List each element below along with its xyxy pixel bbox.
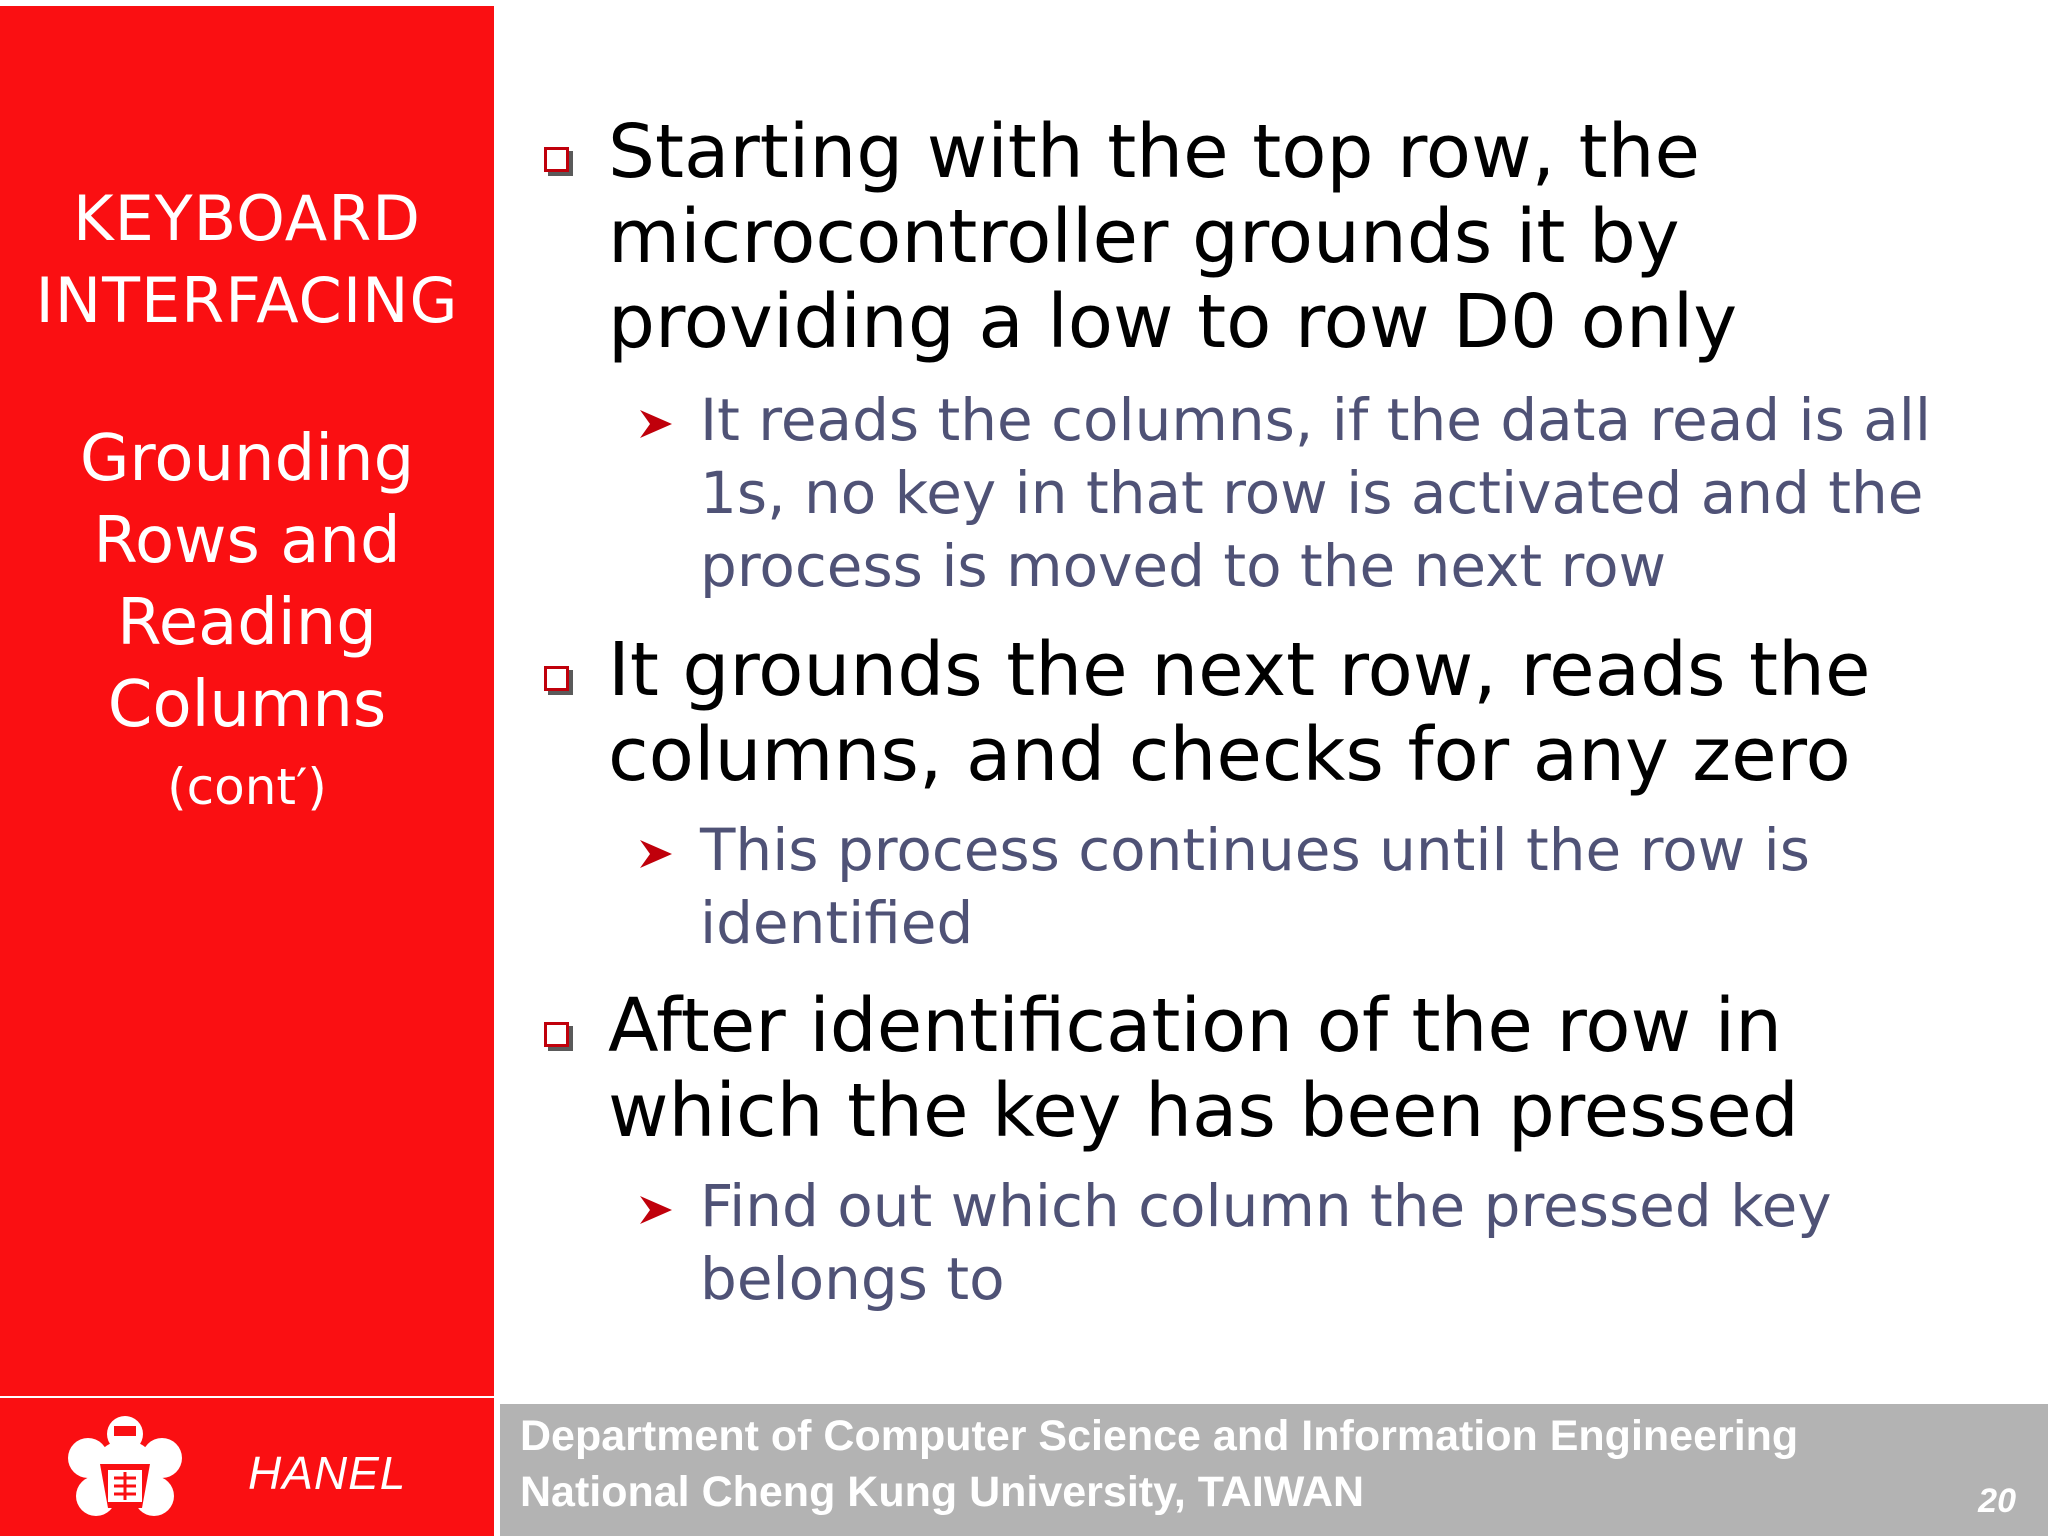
- bullet-3-subtext: Find out which column the pressed key belongs to: [700, 1172, 1832, 1313]
- square-bullet-icon: [544, 666, 569, 691]
- bullet-2-text: It grounds the next row, reads the columns, and checks for any zero: [608, 627, 1871, 798]
- university-emblem-icon: [56, 1412, 194, 1524]
- department-name: Department of Computer Science and Information Engineering: [520, 1412, 1799, 1460]
- bullet-1-subtext: It reads the columns, if the data read is all 1s, no key in that row is activated and the process is moved to the next row: [700, 386, 1932, 600]
- author-name: HANEL: [248, 1447, 407, 1499]
- section-title-line2: INTERFACING: [35, 264, 459, 337]
- slide-topic-suffix: (cont′): [167, 758, 327, 816]
- bullet-3-text: After identification of the row in which the key has been pressed: [608, 983, 1799, 1154]
- arrow-bullet-icon: [638, 406, 674, 442]
- footer-department-band: [500, 1404, 2048, 1536]
- arrow-bullet-icon: [638, 1192, 674, 1228]
- page-number: 20: [1978, 1482, 2016, 1520]
- square-bullet-icon: [544, 1022, 569, 1047]
- arrow-bullet-icon: [638, 836, 674, 872]
- slide-topic: Grounding Rows and Reading Columns: [79, 422, 415, 742]
- section-title-line1: KEYBOARD: [72, 182, 422, 255]
- square-bullet-icon: [544, 147, 569, 172]
- bullet-2-subtext: This process continues until the row is identified: [700, 816, 1810, 957]
- sidebar-title-panel: [0, 6, 494, 1396]
- footer-author-panel: [0, 1398, 494, 1536]
- bullet-1-text: Starting with the top row, the microcontroller grounds it by providing a low to row D0 only: [608, 109, 1738, 365]
- university-name: National Cheng Kung University, TAIWAN: [520, 1468, 1365, 1516]
